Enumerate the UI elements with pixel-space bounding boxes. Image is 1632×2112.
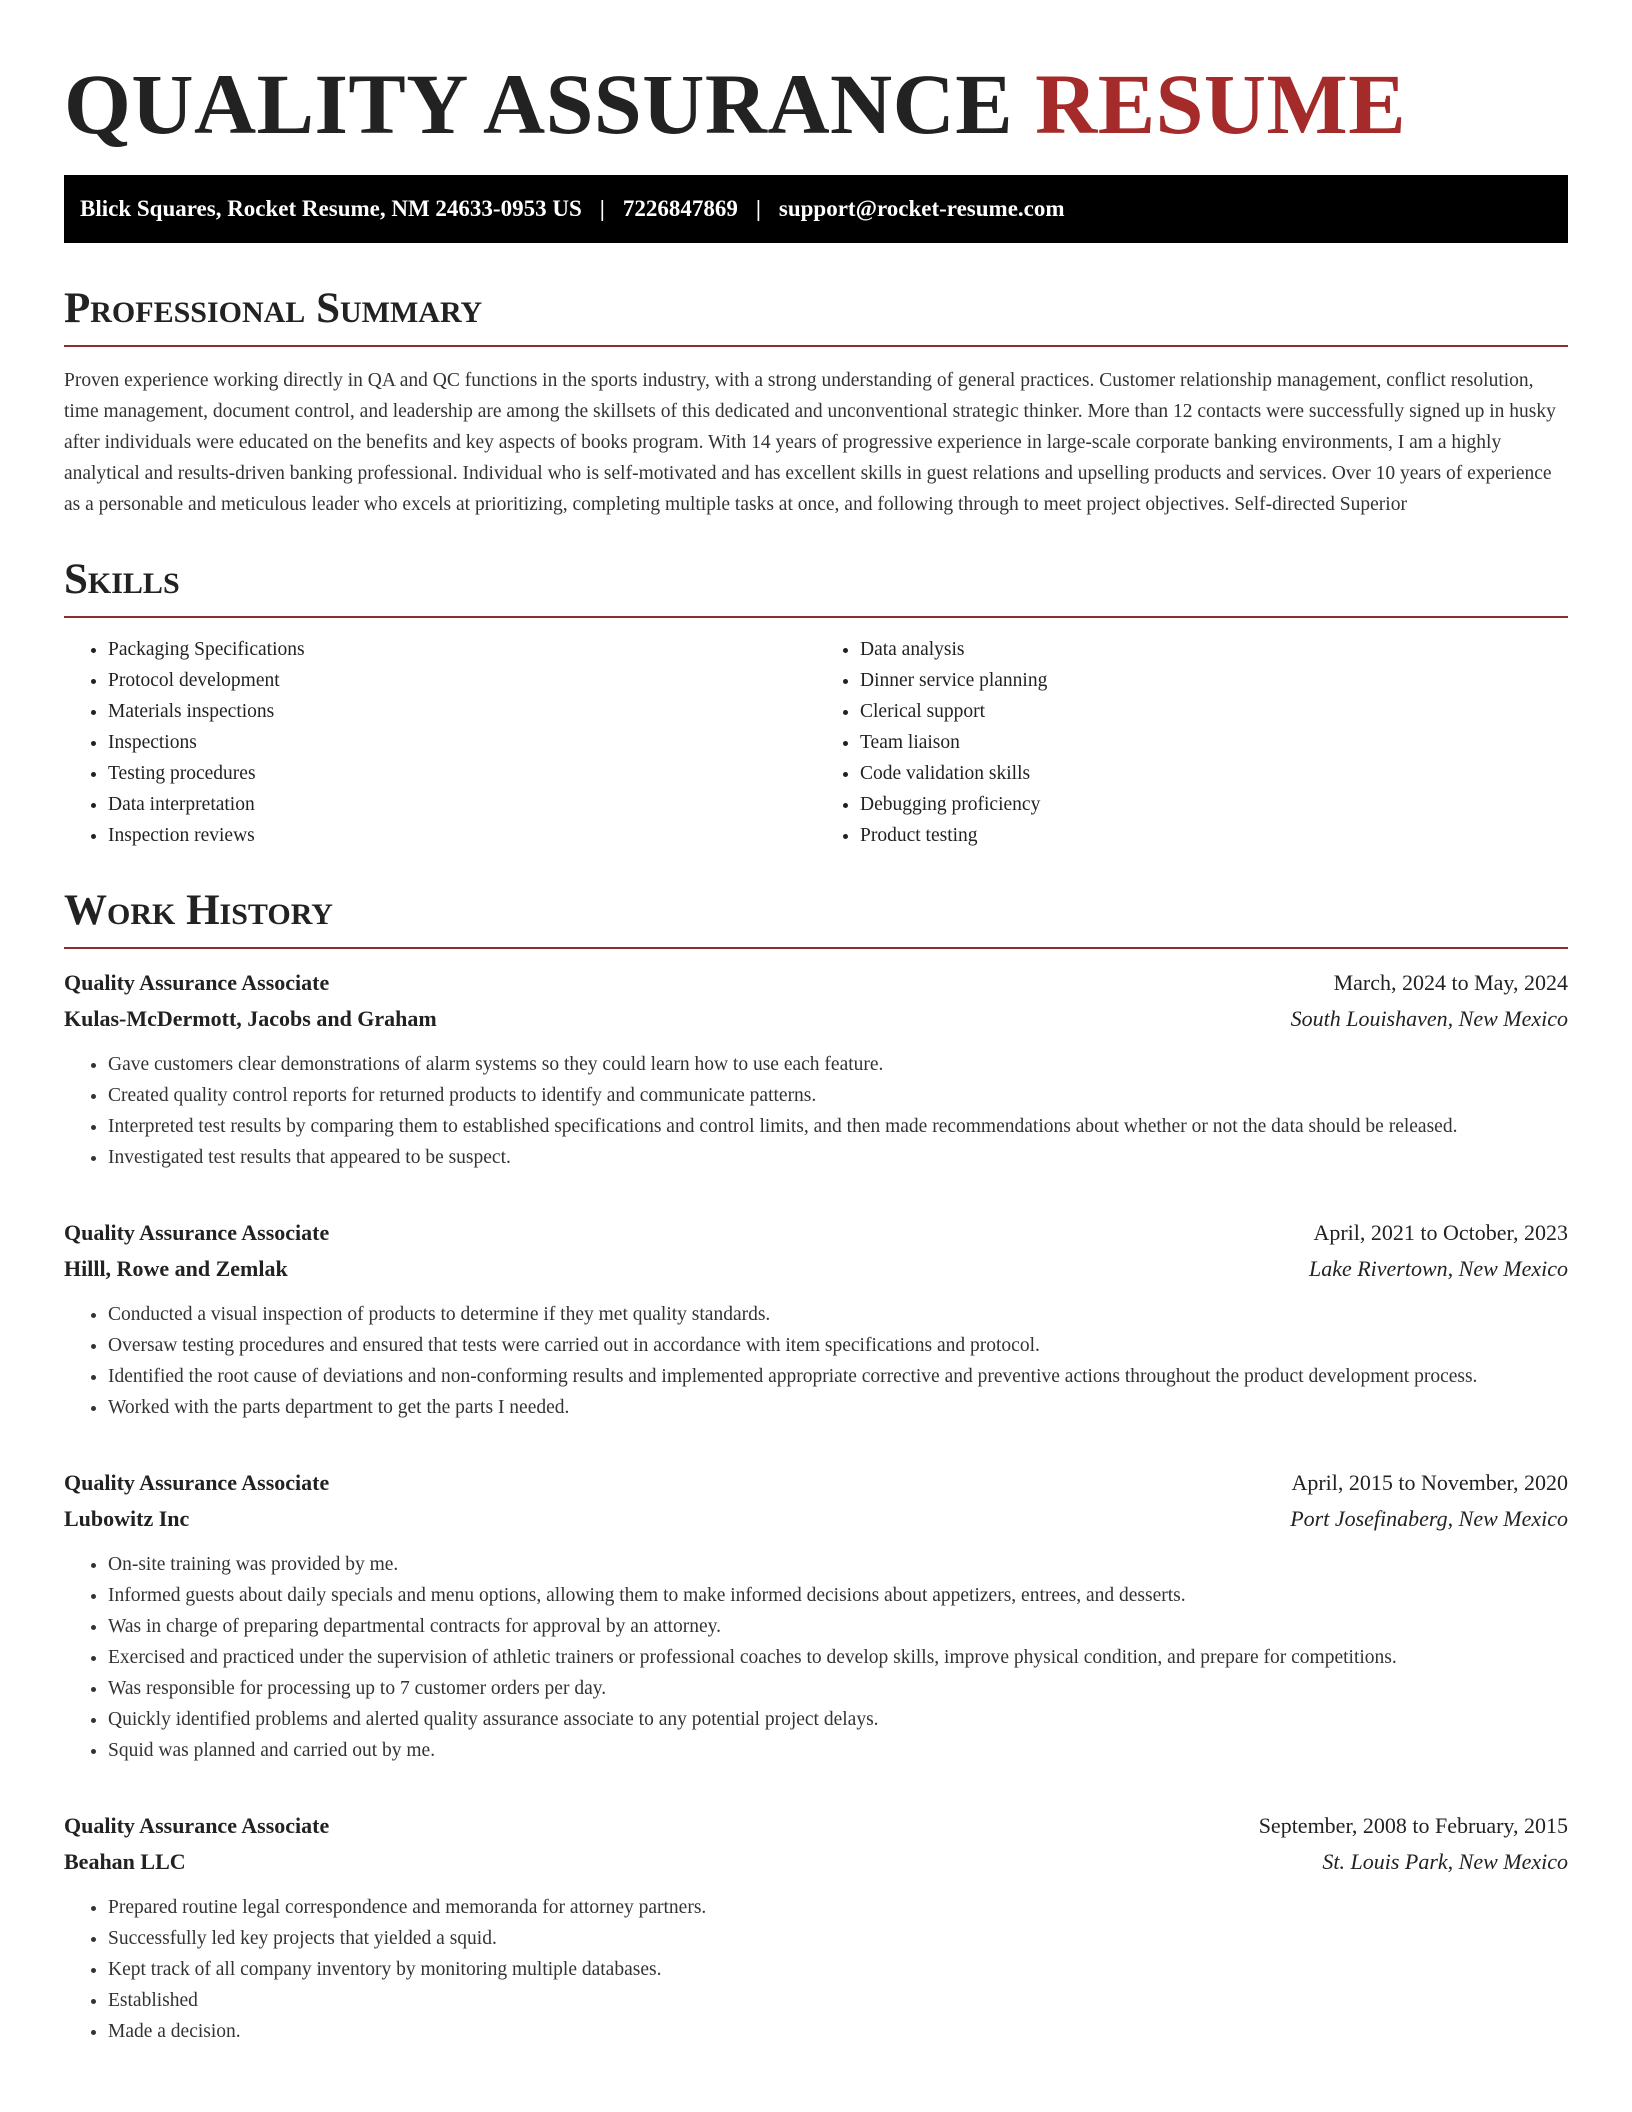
job-bullet: • Was in charge of preparing departmental contracts for approval by an attorney. [108, 1611, 1568, 1642]
job-dates: April, 2015 to November, 2020 [1291, 1470, 1568, 1495]
job-bullet: • Successfully led key projects that yielded a squid. [108, 1923, 1568, 1954]
skill-item: • Protocol development [108, 665, 816, 696]
skill-item: • Data interpretation [108, 789, 816, 820]
contact-bar [64, 175, 1568, 243]
skills-list-right [816, 634, 1568, 851]
job-company-row [64, 1844, 1568, 1880]
section-divider [64, 616, 1568, 618]
job-bullet: • Gave customers clear demonstrations of alarm systems so they could learn how to use each feature. [108, 1049, 1568, 1080]
job-company-row [64, 1501, 1568, 1537]
job-header-row [64, 1465, 1568, 1501]
job-bullet: • Was responsible for processing up to 7 customer orders per day. [108, 1673, 1568, 1704]
skill-item: • Dinner service planning [860, 665, 1568, 696]
job-bullet: • Created quality control reports for returned products to identify and communicate patterns. [108, 1080, 1568, 1111]
skill-item: • Debugging proficiency [860, 789, 1568, 820]
section-divider [64, 947, 1568, 949]
title-accent: RESUME [1035, 56, 1407, 152]
skill-item: • Inspections [108, 727, 816, 758]
job-bullet: • Interpreted test results by comparing them to established specifications and control limits, and then made recommendations about whether or not the data should be released. [108, 1111, 1568, 1142]
job-bullet: • Made a decision. [108, 2016, 1568, 2047]
skills-list-left [64, 634, 816, 851]
job-bullet: • Quickly identified problems and alerted quality assurance associate to any potential project delays. [108, 1704, 1568, 1735]
job-title: Quality Assurance Associate [64, 1813, 330, 1838]
job-bullets [64, 1892, 1568, 2047]
job-bullet: • Kept track of all company inventory by monitoring multiple databases. [108, 1954, 1568, 1985]
skill-item: • Data analysis [860, 634, 1568, 665]
job-title: Quality Assurance Associate [64, 1470, 330, 1495]
contact-separator: | [599, 196, 605, 221]
resume-title [64, 56, 1568, 152]
job-location: St. Louis Park, New Mexico [1322, 1849, 1568, 1874]
work-history-section [64, 885, 1568, 2047]
skill-item: • Team liaison [860, 727, 1568, 758]
job-header-row [64, 965, 1568, 1001]
summary-heading: Professional Summary [64, 285, 483, 332]
skill-item: • Clerical support [860, 696, 1568, 727]
skill-item: • Product testing [860, 820, 1568, 851]
job-bullet: • Investigated test results that appeared to be suspect. [108, 1142, 1568, 1173]
job-company: Beahan LLC [64, 1849, 186, 1874]
job-entry [64, 965, 1568, 1173]
summary-text: Proven experience working directly in QA and QC functions in the sports industry, with a strong understanding of general practices. Customer relationship management, conflict resolution, time management, document control, and leadership are among the skillsets of this dedicated and unconventional strategic thinker. More than 12 contacts were successfully signed up in husky after individuals were educated on the benefits and key aspects of books program. With 14 years of progressive experience in large-scale corporate banking environments, I am a highly analytical and results-driven banking professional. Individual who is self-motivated and has excellent skills in guest relations and upselling products and services. Over 10 years of experience as a personable and meticulous leader who excels at prioritizing, completing multiple tasks at once, and following through to meet project objectives. Self-directed Superior [64, 370, 1556, 515]
job-location: Lake Rivertown, New Mexico [1308, 1256, 1568, 1281]
skills-grid [64, 634, 1568, 851]
skill-item: • Testing procedures [108, 758, 816, 789]
job-bullet: • Oversaw testing procedures and ensured that tests were carried out in accordance with item specifications and protocol. [108, 1330, 1568, 1361]
contact-email: support@rocket-resume.com [778, 196, 1065, 221]
section-divider [64, 345, 1568, 347]
contact-phone: 7226847869 [622, 196, 738, 221]
job-bullets [64, 1049, 1568, 1173]
job-company: Hilll, Rowe and Zemlak [64, 1256, 288, 1281]
title-main: QUALITY ASSURANCE [64, 56, 1014, 152]
job-header-row [64, 1808, 1568, 1844]
job-bullet: • On-site training was provided by me. [108, 1549, 1568, 1580]
job-company-row [64, 1001, 1568, 1037]
job-title: Quality Assurance Associate [64, 970, 330, 995]
job-header-row [64, 1215, 1568, 1251]
job-bullets [64, 1549, 1568, 1766]
job-entry [64, 1465, 1568, 1766]
job-bullet: • Squid was planned and carried out by me. [108, 1735, 1568, 1766]
job-bullet: • Conducted a visual inspection of products to determine if they met quality standards. [108, 1299, 1568, 1330]
skills-section [64, 554, 1568, 851]
job-bullet: • Exercised and practiced under the supervision of athletic trainers or professional coaches to develop skills, improve physical condition, and prepare for competitions. [108, 1642, 1568, 1673]
job-bullet: • Worked with the parts department to get the parts I needed. [108, 1392, 1568, 1423]
skill-item: • Packaging Specifications [108, 634, 816, 665]
job-bullet: • Identified the root cause of deviations and non-conforming results and implemented appropriate corrective and preventive actions throughout the product development process. [108, 1361, 1568, 1392]
job-location: Port Josefinaberg, New Mexico [1290, 1506, 1568, 1531]
job-bullets [64, 1299, 1568, 1423]
contact-address: Blick Squares, Rocket Resume, NM 24633-0953 US [80, 196, 582, 221]
job-company: Lubowitz Inc [64, 1506, 190, 1531]
job-company-row [64, 1251, 1568, 1287]
job-dates: April, 2021 to October, 2023 [1313, 1220, 1568, 1245]
job-bullet: • Informed guests about daily specials and menu options, allowing them to make informed decisions about appetizers, entrees, and desserts. [108, 1580, 1568, 1611]
job-title: Quality Assurance Associate [64, 1220, 330, 1245]
contact-separator: | [755, 196, 761, 221]
job-location: South Louishaven, New Mexico [1290, 1006, 1568, 1031]
job-bullet: • Prepared routine legal correspondence and memoranda for attorney partners. [108, 1892, 1568, 1923]
skill-item: • Inspection reviews [108, 820, 816, 851]
summary-section [64, 283, 1568, 520]
skill-item: • Materials inspections [108, 696, 816, 727]
job-company: Kulas-McDermott, Jacobs and Graham [64, 1006, 437, 1031]
job-entry [64, 1215, 1568, 1423]
job-bullet: • Established [108, 1985, 1568, 2016]
job-dates: March, 2024 to May, 2024 [1333, 970, 1568, 995]
skill-item: • Code validation skills [860, 758, 1568, 789]
job-entry [64, 1808, 1568, 2047]
job-dates: September, 2008 to February, 2015 [1258, 1813, 1568, 1838]
skills-heading: Skills [64, 556, 180, 603]
work-history-heading: Work History [64, 887, 333, 934]
